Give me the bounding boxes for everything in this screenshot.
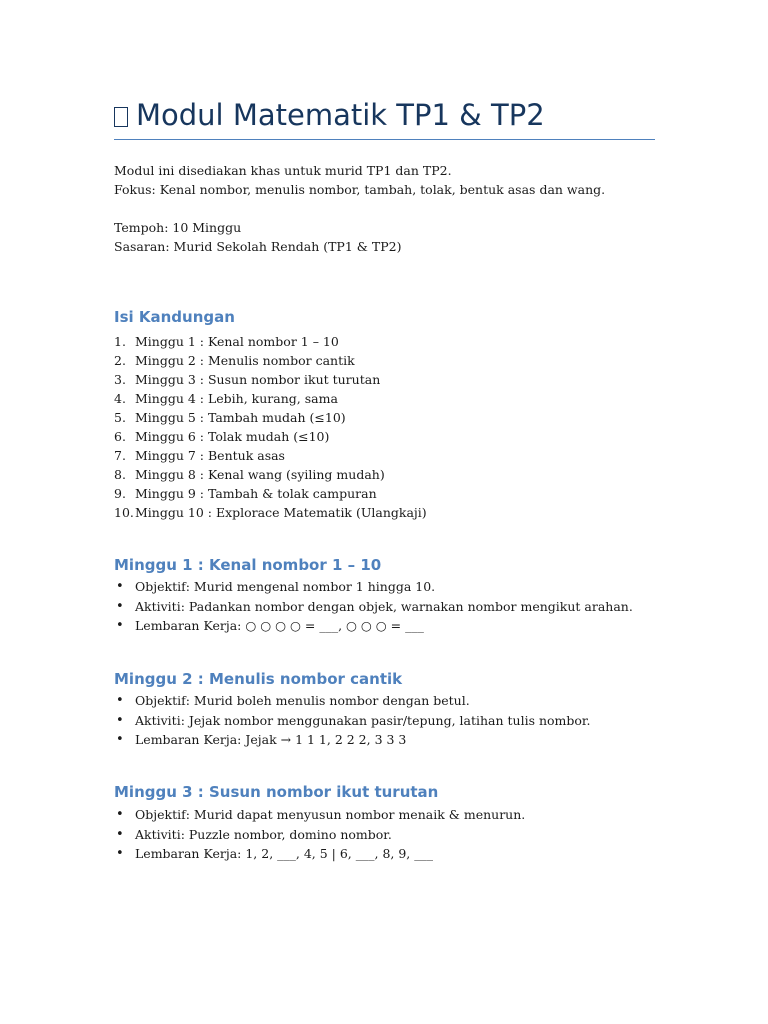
toc-item-number: 1. [114, 334, 126, 349]
target-line: Sasaran: Murid Sekolah Rendah (TP1 & TP2) [114, 239, 402, 254]
toc-item [114, 465, 427, 484]
document-title [114, 96, 545, 134]
toc-item [114, 389, 427, 408]
bullet-item: • Lembaran Kerja: 1, 2, ___, 4, 5 | 6, ___, 8, 9, ___ [114, 844, 525, 864]
bullet-item: • Aktiviti: Puzzle nombor, domino nombor. [114, 825, 525, 845]
week-1-heading: Minggu 1 : Kenal nombor 1 – 10 [114, 556, 382, 574]
toc-item-number: 4. [114, 391, 126, 406]
toc-item [114, 351, 427, 370]
bullet-item: • Aktiviti: Padankan nombor dengan objek, warnakan nombor mengikut arahan. [114, 597, 633, 617]
week-2-heading: Minggu 2 : Menulis nombor cantik [114, 670, 403, 688]
toc-item-number: 9. [114, 486, 126, 501]
toc-item-number: 8. [114, 467, 126, 482]
toc-item [114, 332, 427, 351]
week-2-bullets [114, 691, 591, 750]
toc-item [114, 484, 427, 503]
toc-list [114, 332, 427, 522]
bullet-item: • Aktiviti: Jejak nombor menggunakan pasir/tepung, latihan tulis nombor. [114, 711, 591, 731]
duration-line: Tempoh: 10 Minggu [114, 220, 242, 235]
toc-item-text: Minggu 5 : Tambah mudah (≤10) [135, 410, 346, 425]
toc-item-number: 2. [114, 353, 126, 368]
toc-item-number: 10. [114, 505, 134, 520]
toc-item-text: Minggu 8 : Kenal wang (syiling mudah) [135, 467, 385, 482]
toc-item [114, 446, 427, 465]
toc-item-number: 3. [114, 372, 126, 387]
toc-item [114, 503, 427, 522]
toc-item [114, 370, 427, 389]
bullet-item: • Objektif: Murid mengenal nombor 1 hingga 10. [114, 577, 633, 597]
toc-item-text: Minggu 7 : Bentuk asas [135, 448, 285, 463]
toc-item-number: 5. [114, 410, 126, 425]
week-1-bullets [114, 577, 633, 636]
toc-item [114, 408, 427, 427]
placeholder-box-icon [114, 107, 128, 127]
document-title-text: Modul Matematik TP1 & TP2 [136, 98, 545, 132]
toc-heading: Isi Kandungan [114, 308, 235, 326]
toc-item-text: Minggu 1 : Kenal nombor 1 – 10 [135, 334, 339, 349]
bullet-item: • Lembaran Kerja: ○ ○ ○ ○ = ___, ○ ○ ○ = ___ [114, 616, 633, 636]
intro-line-1: Modul ini disediakan khas untuk murid TP1 dan TP2. [114, 163, 452, 178]
week-3-heading: Minggu 3 : Susun nombor ikut turutan [114, 783, 439, 801]
bullet-item: • Objektif: Murid dapat menyusun nombor menaik & menurun. [114, 805, 525, 825]
toc-item-text: Minggu 9 : Tambah & tolak campuran [135, 486, 377, 501]
intro-line-2: Fokus: Kenal nombor, menulis nombor, tambah, tolak, bentuk asas dan wang. [114, 182, 606, 197]
toc-item [114, 427, 427, 446]
toc-item-number: 6. [114, 429, 126, 444]
toc-item-text: Minggu 3 : Susun nombor ikut turutan [135, 372, 381, 387]
title-underline [114, 139, 655, 140]
bullet-item: • Lembaran Kerja: Jejak → 1 1 1, 2 2 2, 3 3 3 [114, 730, 591, 750]
toc-item-text: Minggu 6 : Tolak mudah (≤10) [135, 429, 330, 444]
toc-item-number: 7. [114, 448, 126, 463]
toc-item-text: Minggu 2 : Menulis nombor cantik [135, 353, 355, 368]
toc-item-text: Minggu 10 : Explorace Matematik (Ulangkaji) [135, 505, 427, 520]
week-3-bullets [114, 805, 525, 864]
bullet-item: • Objektif: Murid boleh menulis nombor dengan betul. [114, 691, 591, 711]
toc-item-text: Minggu 4 : Lebih, kurang, sama [135, 391, 338, 406]
